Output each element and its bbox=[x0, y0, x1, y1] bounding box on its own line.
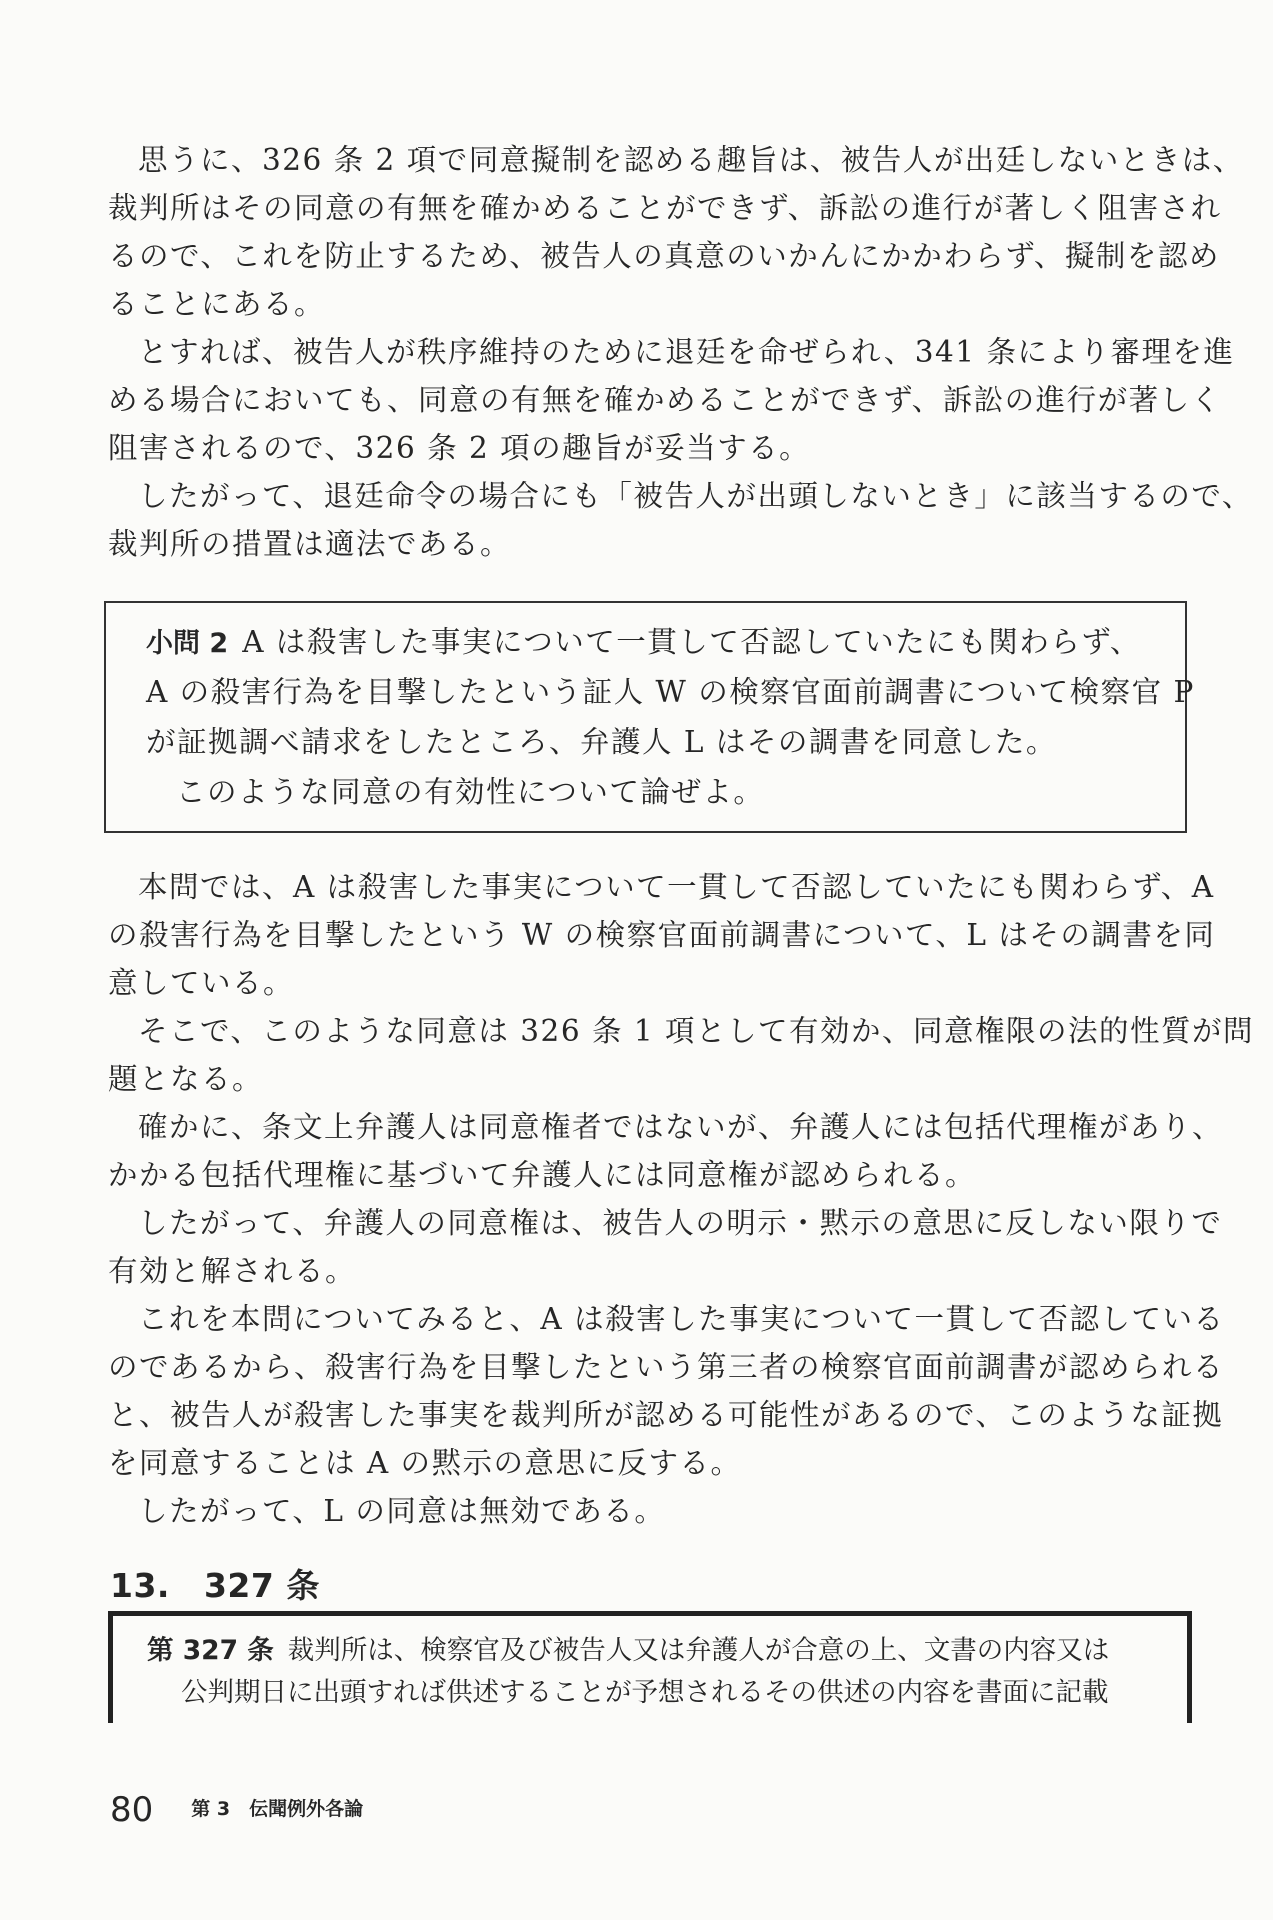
question-text: A の殺害行為を目撃したという証人 W の検察官面前調書について検察官 P bbox=[146, 675, 1195, 709]
article-box bbox=[108, 1611, 1192, 1723]
text-line: 裁判所はその同意の有無を確かめることができず、訴訟の進行が著しく阻害され bbox=[108, 191, 1222, 225]
text-line: かかる包括代理権に基づいて弁護人には同意権が認められる。 bbox=[108, 1158, 977, 1192]
text-line: の殺害行為を目撃したという W の検察官面前調書について、L はその調書を同 bbox=[108, 918, 1216, 952]
text-line: のであるから、殺害行為を目撃したという第三者の検察官面前調書が認められる bbox=[108, 1350, 1225, 1384]
question-box bbox=[104, 601, 1195, 833]
section-title: 327 条 bbox=[203, 1566, 320, 1605]
page-footer bbox=[110, 1790, 363, 1830]
article-label: 第 327 条 bbox=[147, 1635, 274, 1666]
article-text: 裁判所は、検察官及び被告人又は弁護人が合意の上、文書の内容又は bbox=[287, 1635, 1110, 1666]
question-text: が証拠調べ請求をしたところ、弁護人 L はその調書を同意した。 bbox=[146, 725, 1057, 759]
paragraph-6 bbox=[108, 1103, 1224, 1199]
page-number: 80 bbox=[110, 1790, 154, 1830]
question-text: このような同意の有効性について論ぜよ。 bbox=[176, 775, 765, 809]
article-text: 公判期日に出頭すれば供述することが予想されるその供述の内容を書面に記載 bbox=[181, 1677, 1109, 1708]
text-line: 裁判所の措置は適法である。 bbox=[108, 527, 512, 561]
text-line: とすれば、被告人が秩序維持のために退廷を命ぜられ、341 条により審理を進 bbox=[138, 335, 1235, 369]
paragraph-9 bbox=[108, 1487, 1188, 1535]
text-line: 思うに、326 条 2 項で同意擬制を認める趣旨は、被告人が出廷しないときは、 bbox=[138, 143, 1244, 177]
question-text: A は殺害した事実について一貫して否認していたにも関わらず、 bbox=[242, 625, 1141, 659]
text-line: を同意することは A の黙示の意思に反する。 bbox=[108, 1446, 742, 1480]
text-line: したがって、弁護人の同意権は、被告人の明示・黙示の意思に反しない限りで bbox=[138, 1206, 1223, 1240]
paragraph-7 bbox=[108, 1199, 1223, 1295]
text-line: したがって、L の同意は無効である。 bbox=[138, 1494, 666, 1528]
paragraph-8 bbox=[108, 1295, 1225, 1487]
text-line: と、被告人が殺害した事実を裁判所が認める可能性があるので、このような証拠 bbox=[108, 1398, 1224, 1432]
question-label: 小問 2 bbox=[146, 628, 229, 659]
section-number: 13. bbox=[110, 1566, 170, 1605]
text-line: るので、これを防止するため、被告人の真意のいかんにかかわらず、擬制を認め bbox=[108, 239, 1220, 273]
question-first-line bbox=[146, 617, 1195, 667]
paragraph-4 bbox=[108, 863, 1216, 1007]
text-line: 意している。 bbox=[108, 966, 295, 1000]
section-heading bbox=[110, 1560, 320, 1607]
text-line: そこで、このような同意は 326 条 1 項として有効か、同意権限の法的性質が問 bbox=[138, 1014, 1254, 1048]
paragraph-5 bbox=[108, 1007, 1254, 1103]
text-line: ることにある。 bbox=[108, 287, 326, 321]
paragraph-1 bbox=[108, 136, 1244, 328]
text-line: 有効と解される。 bbox=[108, 1254, 357, 1288]
article-first-line bbox=[147, 1630, 1109, 1672]
text-line: 確かに、条文上弁護人は同意権者ではないが、弁護人には包括代理権があり、 bbox=[138, 1110, 1224, 1144]
text-line: 本問では、A は殺害した事実について一貫して否認していたにも関わらず、A bbox=[138, 870, 1215, 904]
text-line: 阻害されるので、326 条 2 項の趣旨が妥当する。 bbox=[108, 431, 811, 465]
chapter-title: 第 3 伝聞例外各論 bbox=[191, 1798, 364, 1820]
text-line: これを本問についてみると、A は殺害した事実について一貫して否認している bbox=[138, 1302, 1225, 1336]
paragraph-2 bbox=[108, 328, 1235, 472]
text-line: したがって、退廷命令の場合にも「被告人が出頭しないとき」に該当するので、 bbox=[138, 479, 1253, 513]
text-line: 題となる。 bbox=[108, 1062, 264, 1096]
paragraph-3 bbox=[108, 472, 1253, 568]
text-line: める場合においても、同意の有無を確かめることができず、訴訟の進行が著しく bbox=[108, 383, 1222, 417]
